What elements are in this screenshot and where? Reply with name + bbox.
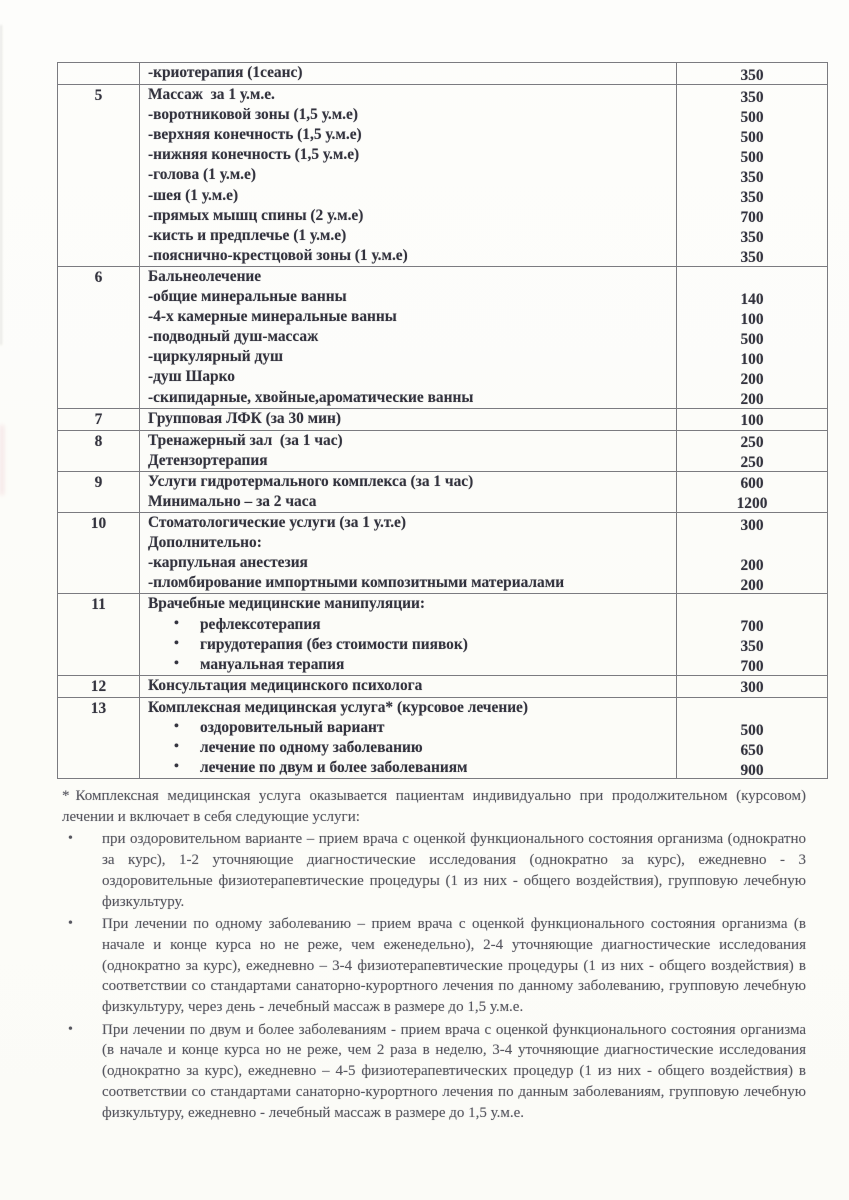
service-text: Массаж за 1 у.м.е. (148, 86, 275, 104)
price-value: 100 (740, 350, 764, 368)
service-text: -криотерапия (1сеанс) (148, 64, 303, 81)
price-cell (677, 431, 827, 471)
service-text: мануальная терапия (200, 655, 345, 673)
row-number: 7 (94, 410, 103, 428)
price-table (57, 62, 828, 779)
bullet-icon: • (68, 831, 73, 847)
price-value: 350 (740, 249, 764, 267)
service-line (148, 246, 676, 266)
price-value: 140 (740, 290, 764, 308)
bullet-icon: • (174, 635, 179, 651)
row-number-cell (58, 472, 140, 512)
row-number-cell (58, 409, 140, 430)
row-number-cell (58, 431, 140, 471)
service-text: лечение по одному заболеванию (200, 739, 423, 757)
table-section (58, 512, 827, 593)
footnotes (62, 786, 806, 1125)
price-value: 650 (740, 741, 764, 759)
footnote-bullet-item (62, 829, 806, 912)
service-line (148, 367, 676, 387)
service-line (148, 267, 676, 287)
service-text: -пломбирование импортными композитными материалами (148, 574, 565, 592)
bullet-icon: • (174, 719, 179, 734)
price-value: 250 (740, 434, 764, 452)
service-cell (140, 676, 677, 697)
footnote-paragraph (62, 786, 806, 827)
price-value: 350 (740, 229, 764, 247)
bullet-icon: • (174, 615, 179, 631)
service-text: -общие минеральные ванны (148, 288, 347, 306)
bullet-icon: • (174, 655, 179, 671)
service-line (148, 105, 676, 125)
service-line (148, 186, 676, 206)
service-cell (140, 267, 677, 408)
price-cell (677, 267, 827, 408)
bullet-icon: • (174, 759, 179, 775)
service-text: Бальнеолечение (148, 267, 262, 285)
price-cell (677, 513, 827, 593)
table-section (58, 408, 827, 430)
price-value: 200 (740, 556, 764, 574)
table-section (58, 697, 827, 778)
service-text: Комплексная медицинская услуга* (курсовое лечение) (148, 698, 529, 716)
service-text: -скипидарные, хвойные,ароматические ванны (148, 388, 474, 406)
service-line (148, 145, 676, 165)
service-cell (140, 472, 677, 512)
table-section (58, 63, 827, 84)
scan-artifact (0, 425, 4, 495)
service-text: -воротниковой зоны (1,5 у.м.е) (148, 106, 358, 124)
service-text: Детензортерапия (148, 451, 268, 469)
service-line (148, 451, 676, 471)
service-text: лечение по двум и более заболеваниям (200, 759, 468, 777)
price-value: 500 (740, 108, 764, 126)
price-value: 700 (740, 209, 764, 227)
row-number: 8 (94, 432, 103, 450)
service-text: Услуги гидротермального комплекса (за 1 час) (148, 472, 474, 490)
service-text: гирудотерапия (без стоимости пиявок) (200, 635, 468, 653)
price-value: 350 (740, 168, 764, 186)
footnote-text: При лечении по одному заболеванию – прием врача с оценкой функционального состояния организма (в начале и конце курса но не реже, чем еженедельно), 2-4 уточняющие диагностические исследования (однократно за курс), ежедневно – 3-4 физиотерапевтические процедуры (1 из них - общего воздействия) в соответствии со стандартами санаторно-курортного лечения по данному заболеванию, групповую лечебную физкультуру, через день - лечебный массаж в размере до 1,5 у.м.е. (102, 916, 806, 1016)
footnote-text: При лечении по двум и более заболеваниям - прием врача с оценкой функционального состояния организма (в начале и конце курса но не реже, чем 2 раза в неделю, 3-4 уточняющие диагностические исследования (однократно за курс), ежедневно – 4-5 физиотерапевтических процедур (1 из них - общего воздействия) в соответствии со стандартами санаторно-курортного лечения по данным заболеваниям, групповую лечебную физкультуру, ежедневно - лечебный массаж в размере до 1,5 у.м.е. (102, 1021, 806, 1121)
scan-artifact (0, 25, 2, 345)
price-value (677, 597, 827, 617)
service-text: -пояснично-крестцовой зоны (1 у.м.е) (148, 246, 408, 264)
service-line (148, 758, 676, 778)
price-cell (677, 698, 827, 778)
service-line (148, 125, 676, 145)
service-text: Стоматологические услуги (за 1 у.т.е) (148, 514, 407, 532)
service-line (148, 573, 676, 593)
price-value: 900 (740, 761, 764, 779)
service-line (148, 431, 676, 451)
price-value: 200 (740, 391, 764, 408)
service-text: -нижняя конечность (1,5 у.м.е) (148, 146, 360, 164)
price-value (677, 700, 827, 720)
service-line (148, 226, 676, 246)
service-cell (140, 513, 677, 593)
service-cell (140, 698, 677, 778)
service-line (148, 165, 676, 185)
service-text: Консультация медицинского психолога (148, 676, 423, 694)
service-line (148, 676, 676, 696)
bullet-icon: • (174, 739, 179, 755)
service-line (148, 698, 676, 718)
price-cell (677, 63, 827, 84)
service-cell (140, 409, 677, 430)
bullet-icon: • (68, 1021, 73, 1037)
price-value: 700 (740, 658, 764, 676)
price-value: 500 (740, 148, 764, 166)
price-cell (677, 85, 827, 266)
row-number: 12 (90, 677, 107, 695)
price-value: 200 (740, 576, 764, 594)
service-line (148, 635, 676, 655)
service-text: -циркулярный душ (148, 348, 283, 366)
table-section (58, 593, 827, 674)
row-number-cell (58, 85, 140, 266)
price-value: 100 (740, 412, 764, 430)
table-section (58, 675, 827, 697)
price-value: 500 (740, 721, 764, 739)
table-section (58, 430, 827, 471)
service-text: -4-х камерные минеральные ванны (148, 308, 397, 326)
service-line (148, 85, 676, 105)
service-text: -карпульная анестезия (148, 554, 308, 572)
price-value: 500 (740, 330, 764, 348)
service-cell (140, 63, 677, 84)
service-text: рефлексотерапия (200, 615, 321, 633)
price-value: 350 (740, 189, 764, 207)
price-value: 1200 (736, 495, 768, 513)
service-line (148, 513, 676, 533)
price-cell (677, 409, 827, 430)
service-line (148, 409, 676, 429)
table-section (58, 84, 827, 266)
service-cell (140, 594, 677, 674)
row-number: 13 (90, 699, 107, 717)
price-value (677, 536, 827, 556)
price-value: 100 (740, 310, 764, 328)
table-section (58, 471, 827, 512)
service-line (148, 718, 676, 738)
service-line (148, 206, 676, 226)
service-text: Тренажерный зал (за 1 час) (148, 431, 343, 449)
service-text: Врачебные медицинские манипуляции: (148, 595, 425, 613)
price-value: 350 (740, 638, 764, 656)
bullet-icon: • (68, 916, 73, 932)
service-line (148, 533, 676, 553)
row-number-cell (58, 513, 140, 593)
service-text: Минимально – за 2 часа (148, 492, 317, 510)
price-cell (677, 676, 827, 697)
asterisk-marker: * (62, 788, 70, 804)
row-number-cell (58, 594, 140, 674)
service-line (148, 287, 676, 307)
service-text: Дополнительно: (148, 534, 262, 552)
price-cell (677, 594, 827, 674)
service-text: -кисть и предплечье (1 у.м.е) (148, 226, 347, 244)
service-line (148, 63, 676, 83)
service-cell (140, 85, 677, 266)
service-line (148, 553, 676, 573)
row-number: 11 (91, 596, 106, 614)
price-value: 200 (740, 370, 764, 388)
price-value: 700 (740, 618, 764, 636)
price-value: 600 (740, 475, 764, 493)
row-number-cell (58, 698, 140, 778)
service-line (148, 327, 676, 347)
price-cell (677, 472, 827, 512)
row-number: 10 (90, 515, 107, 533)
row-number: 9 (94, 473, 103, 491)
service-line (148, 655, 676, 675)
footnote-bullet-item (62, 914, 806, 1018)
service-line (148, 594, 676, 614)
price-value: 300 (740, 516, 764, 534)
table-section (58, 266, 827, 408)
footnote-text: при оздоровительном варианте – прием врача с оценкой функционального состояния организма (однократно за курс), 1-2 уточняющие диагностические исследования (однократно за курс), ежедневно - 3 оздоровительные физиотерапевтические процедуры (1 из них - общего воздействия), групповую лечебную физкультуру. (102, 831, 806, 910)
service-text: -верхняя конечность (1,5 у.м.е) (148, 126, 362, 144)
service-line (148, 307, 676, 327)
service-text: -прямых мышц спины (2 у.м.е) (148, 206, 364, 224)
row-number: 6 (94, 268, 103, 286)
service-line (148, 347, 676, 367)
footnote-text: Комплексная медицинская услуга оказывается пациентам индивидуально при продолжительном (курсовом) лечении и включает в себя следующие услуги: (62, 788, 806, 825)
row-number (58, 63, 139, 84)
price-value: 350 (740, 66, 764, 84)
row-number: 5 (94, 87, 103, 105)
service-text: -душ Шарко (148, 368, 235, 386)
service-line (148, 615, 676, 635)
price-value: 250 (740, 454, 764, 472)
service-line (148, 472, 676, 492)
service-cell (140, 431, 677, 471)
service-text: -подводный душ-массаж (148, 328, 319, 346)
row-number-cell (58, 676, 140, 697)
service-text: оздоровительный вариант (200, 719, 385, 736)
price-value: 500 (740, 128, 764, 146)
row-number-cell (58, 63, 140, 84)
footnote-bullet-item (62, 1020, 806, 1124)
service-text: -голова (1 у.м.е) (148, 166, 256, 184)
price-value (677, 269, 827, 289)
price-value: 300 (740, 679, 764, 697)
service-line (148, 492, 676, 512)
service-text: Групповая ЛФК (за 30 мин) (148, 409, 342, 427)
price-value: 350 (740, 88, 764, 106)
row-number-cell (58, 267, 140, 408)
service-line (148, 388, 676, 408)
service-line (148, 738, 676, 758)
service-text: -шея (1 у.м.е) (148, 186, 239, 204)
